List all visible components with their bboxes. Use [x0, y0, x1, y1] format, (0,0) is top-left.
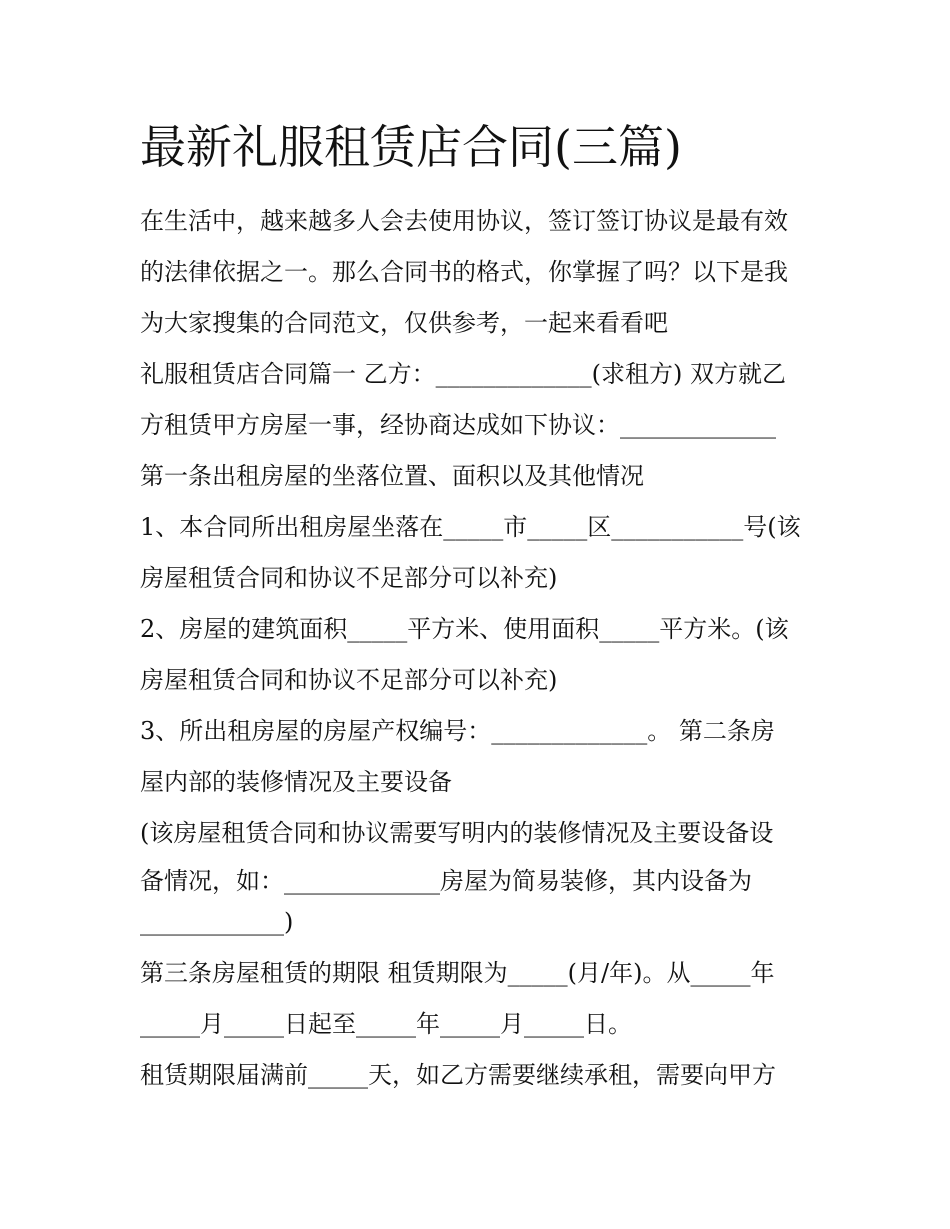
body-line: 屋内部的装修情况及主要设备 — [140, 768, 452, 796]
body-line: 礼服租赁店合同篇一 乙方：_____________(求租方) 双方就乙 — [140, 360, 786, 388]
document-body — [140, 196, 830, 1101]
body-line: (该房屋租赁合同和协议需要写明内的装修情况及主要设备设 — [140, 819, 774, 847]
body-line: 的法律依据之一。那么合同书的格式，你掌握了吗？以下是我 — [140, 258, 788, 286]
body-line: 2、房屋的建筑面积_____平方米、使用面积_____平方米。(该 — [140, 615, 789, 643]
body-line: 第三条房屋租赁的期限 租赁期限为_____(月/年)。从_____年 — [140, 959, 775, 987]
body-line: _____月_____日起至_____年_____月_____日。 — [140, 1010, 632, 1038]
body-line: 3、所出租房屋的房屋产权编号：_____________。 第二条房 — [140, 717, 775, 745]
body-line: 第一条出租房屋的坐落位置、面积以及其他情况 — [140, 462, 644, 490]
body-line: 1、本合同所出租房屋坐落在_____市_____区___________号(该 — [140, 513, 801, 541]
body-line: 在生活中，越来越多人会去使用协议，签订签订协议是最有效 — [140, 207, 788, 235]
body-line: 方租赁甲方房屋一事，经协商达成如下协议：_____________ — [140, 411, 776, 439]
body-line: 租赁期限届满前_____天，如乙方需要继续承租，需要向甲方 — [140, 1061, 776, 1089]
body-line: ____________) — [140, 908, 294, 936]
document-title: 最新礼服租赁店合同(三篇) — [140, 120, 682, 174]
body-line: 房屋租赁合同和协议不足部分可以补充) — [140, 564, 558, 592]
body-line: 备情况，如：_____________房屋为简易装修，其内设备为 — [140, 867, 752, 895]
body-line: 为大家搜集的合同范文，仅供参考，一起来看看吧 — [140, 309, 668, 337]
body-line: 房屋租赁合同和协议不足部分可以补充) — [140, 666, 558, 694]
